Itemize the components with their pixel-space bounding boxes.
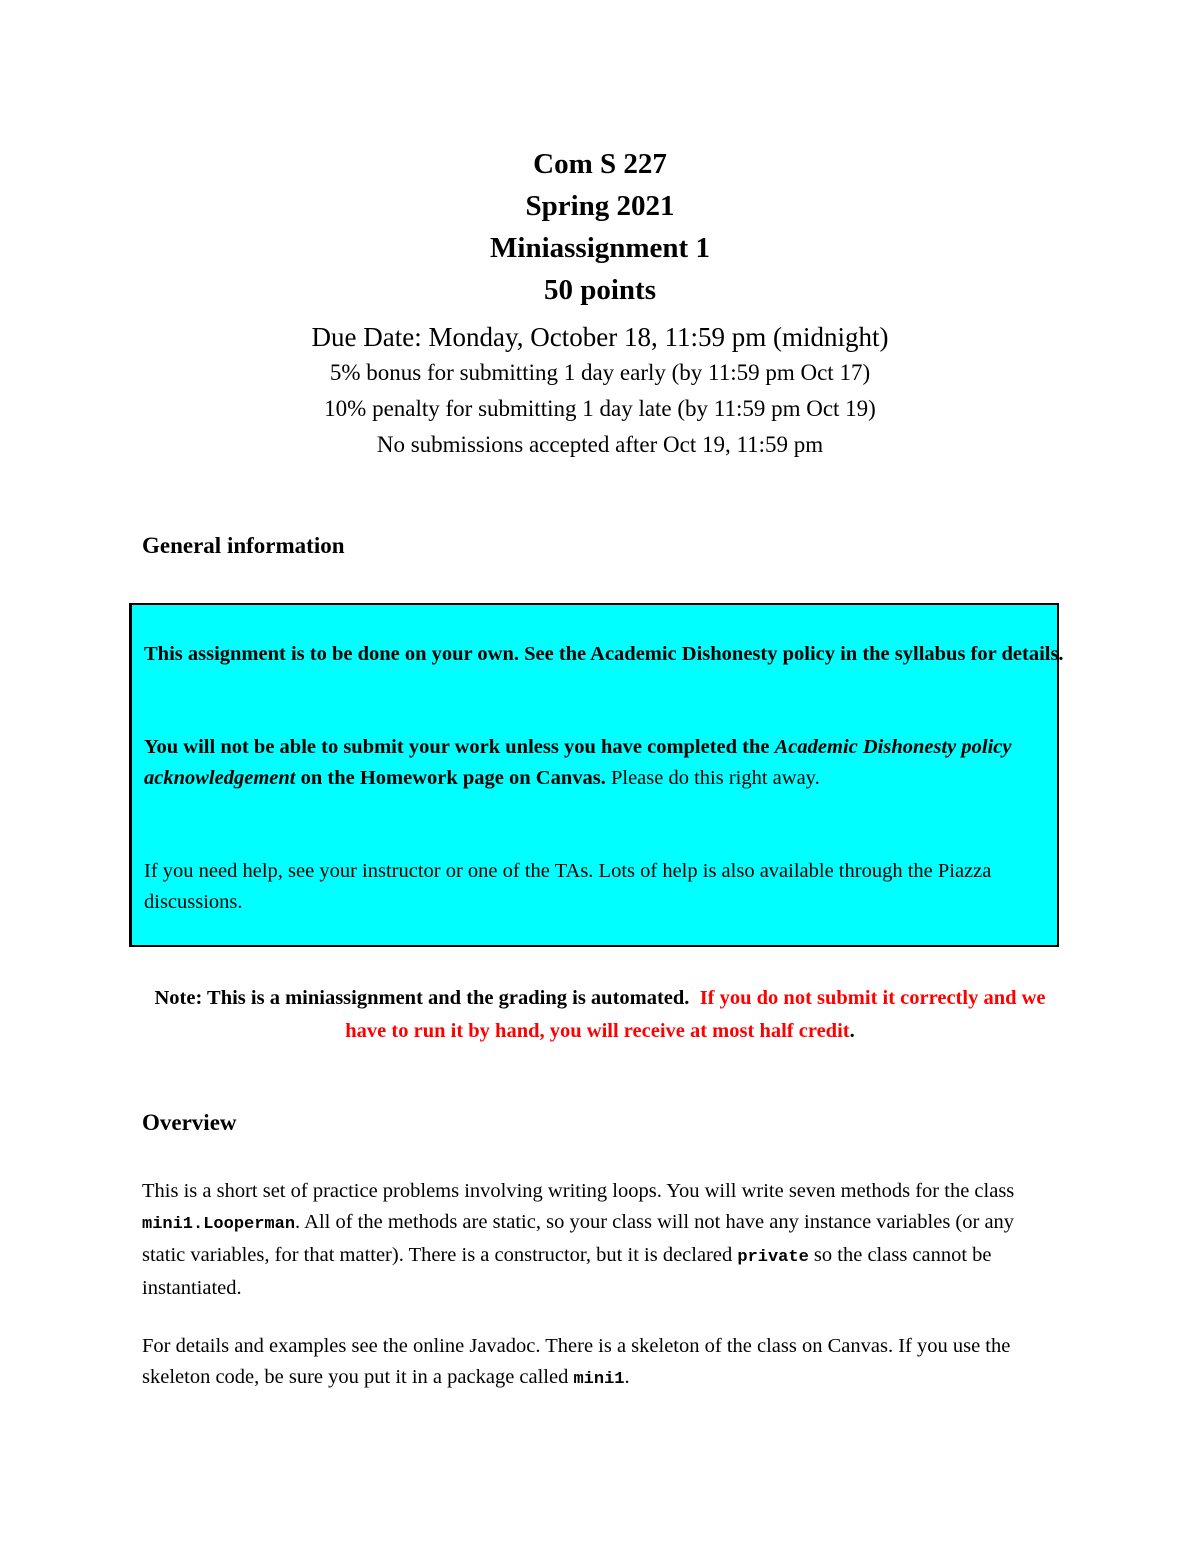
due-date: Due Date: Monday, October 18, 11:59 pm (midnight) [311, 322, 889, 352]
overview-paragraph [142, 1176, 1062, 1304]
callout-acknowledgement-bold-end: on the Homework page on Canvas. [295, 767, 606, 789]
overview-text-b: . All of the methods are static, so your class will not have any instance variables (or any static variables, for that matter). There is a constructor, but it is declared [142, 1211, 1015, 1266]
callout-acknowledgement-plain: Please do this right away. [605, 767, 820, 789]
course-title: Com S 227 [533, 148, 667, 180]
class-name-code: mini1.Looperman [142, 1215, 296, 1234]
general-information-heading: General information [142, 533, 345, 558]
early-bonus-text: 5% bonus for submitting 1 day early (by 11:59 pm Oct 17) [329, 360, 871, 385]
callout-own-work-text: This assignment is to be done on your own. See the Academic Dishonesty policy in the syllabus for details. [144, 643, 1064, 665]
details-text-a: For details and examples see the online Javadoc. There is a skeleton of the class on Canvas. If you use the skeleton code, be sure you put it in a package called [142, 1335, 1011, 1388]
policy-callout-box [129, 603, 1064, 947]
overview-text-c: so the class cannot be instantiated. [142, 1244, 992, 1299]
overview-text-a: This is a short set of practice problems involving writing loops. You will write seven methods for the class [142, 1180, 1015, 1202]
points-title: 50 points [543, 274, 656, 306]
callout-acknowledgement-bold-start: You will not be able to submit your work unless you have completed the [144, 736, 775, 758]
term-title: Spring 2021 [525, 190, 675, 222]
grading-note-warning: If you do not submit it correctly and we have to run it by hand, you will receive at most half credit [345, 987, 1046, 1042]
callout-help-text: If you need help, see your instructor or one of the TAs. Lots of help is also available through the Piazza discussions. [144, 860, 992, 913]
details-text-b: . [624, 1366, 630, 1388]
grading-note-period: . [849, 1020, 855, 1042]
package-name-code: mini1 [573, 1370, 625, 1389]
callout-acknowledgement-paragraph [144, 732, 1064, 794]
overview-heading: Overview [142, 1110, 237, 1135]
late-penalty-text: 10% penalty for submitting 1 day late (by 11:59 pm Oct 19) [324, 396, 876, 421]
callout-acknowledgement-italic: Academic Dishonesty policy acknowledgement [144, 736, 1012, 789]
submission-cutoff-text: No submissions accepted after Oct 19, 11:59 pm [376, 432, 824, 457]
grading-note [140, 982, 1060, 1048]
assignment-title: Miniassignment 1 [490, 232, 710, 264]
details-paragraph [142, 1331, 1062, 1395]
document-header [0, 143, 1200, 463]
grading-note-bold: Note: This is a miniassignment and the grading is automated. [154, 987, 690, 1009]
private-keyword-code: private [737, 1248, 809, 1267]
